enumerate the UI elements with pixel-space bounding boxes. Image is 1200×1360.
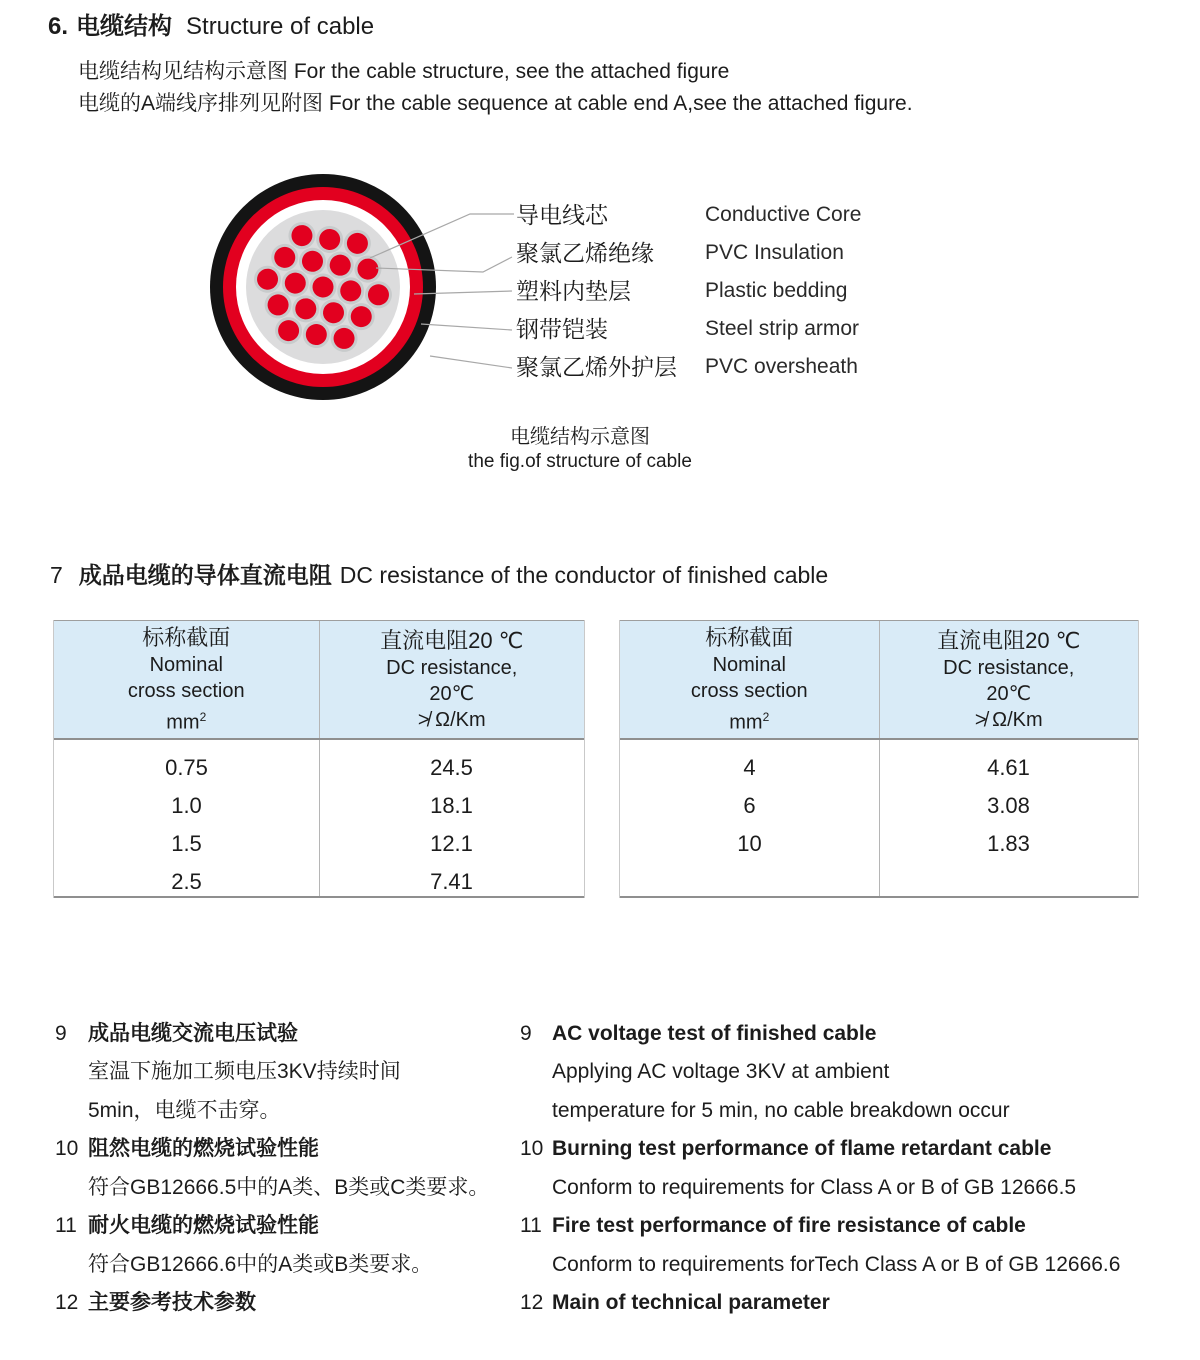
column-divider [319, 740, 320, 896]
item-10-en-heading: 10 Burning test performance of flame retardant cable [520, 1135, 1051, 1163]
cell-resistance: 18.1 [430, 793, 473, 818]
cell-cross-section: 2.5 [171, 869, 202, 894]
header-dc-resistance [320, 621, 585, 738]
header-nominal-cross-section [620, 621, 880, 738]
item-10-zh-line-1: 符合GB12666.5中的A类、B类或C类要求。 [88, 1176, 490, 1199]
cell-resistance: 3.08 [987, 793, 1030, 818]
header-en2: cross section [690, 679, 808, 702]
header-unit: ≯ Ω/Km [974, 708, 1043, 731]
dc-resistance-tables [53, 620, 1139, 898]
figure-caption-zh: 电缆结构示意图 [510, 426, 650, 448]
section-7-number: 7 [50, 562, 63, 588]
cell-cross-section: 0.75 [165, 755, 208, 780]
dc-resistance-table-left [53, 620, 585, 898]
figure-label-zh-plastic-bedding: 塑料内垫层 [516, 278, 631, 304]
figure-label-en-pvc-oversheath: PVC oversheath [705, 355, 858, 378]
cell-cross-section: 4 [743, 755, 756, 780]
cell-cross-section: 1.5 [171, 831, 202, 856]
header-dc-resistance [880, 621, 1139, 738]
item-number: 10 [520, 1137, 544, 1160]
item-9-en-heading: 9 AC voltage test of finished cable [520, 1020, 876, 1048]
section-7-title-en: DC resistance of the conductor of finished cable [339, 562, 829, 588]
cell-cross-section: 1.0 [171, 793, 202, 818]
item-10-zh-heading: 10 阻然电缆的燃烧试验性能 [55, 1135, 319, 1163]
section-6-number: 6. [48, 13, 69, 40]
header-en1: DC resistance, [386, 656, 518, 679]
section-6-intro-line-2: 电缆的A端线序排列见附图 For the cable sequence at cable end A,see the attached figure. [78, 92, 913, 115]
figure-label-en-plastic-bedding: Plastic bedding [705, 279, 848, 302]
section-7-title-zh: 成品电缆的导体直流电阻 [78, 562, 332, 588]
cell-resistance: 12.1 [430, 831, 473, 856]
header-zh: 直流电阻20 ℃ [380, 627, 524, 653]
figure-label-en-conductive-core: Conductive Core [705, 203, 862, 226]
section-6-intro-line-1: 电缆结构见结构示意图 For the cable structure, see the attached figure [78, 60, 730, 83]
figure-label-zh-pvc-insulation: 聚氯乙烯绝缘 [516, 240, 654, 266]
cell-resistance: 1.83 [987, 831, 1030, 856]
figure-label-zh-pvc-oversheath: 聚氯乙烯外护层 [516, 354, 677, 380]
item-11-zh-line-1: 符合GB12666.6中的A类或B类要求。 [88, 1253, 433, 1276]
figure-label-zh-steel-armor: 钢带铠装 [516, 316, 608, 342]
item-12-en-heading: 12 Main of technical parameter [520, 1289, 830, 1317]
column-divider [879, 740, 880, 896]
section-6-title-en: Structure of cable [186, 13, 375, 40]
section-6-heading [48, 12, 374, 42]
cell-cross-section: 10 [737, 831, 762, 856]
item-9-zh-line-1: 室温下施加工频电压3KV持续时间 [88, 1060, 401, 1083]
figure-caption-en: the fig.of structure of cable [468, 451, 692, 472]
item-number: 12 [520, 1291, 544, 1314]
header-en2: 20℃ [429, 682, 475, 705]
item-number: 9 [55, 1022, 67, 1045]
cell-cross-section: 6 [743, 793, 756, 818]
header-nominal-cross-section [54, 621, 320, 738]
item-9-en-line-2: temperature for 5 min, no cable breakdown occur [552, 1099, 1010, 1122]
cell-resistance: 7.41 [430, 869, 473, 894]
table-body [54, 740, 584, 898]
cell-resistance: 24.5 [430, 755, 473, 780]
figure-label-en-steel-armor: Steel strip armor [705, 317, 860, 340]
table-header [620, 620, 1138, 740]
figure-caption [430, 424, 730, 474]
item-number: 10 [55, 1137, 79, 1160]
item-number: 9 [520, 1022, 532, 1045]
item-10-en-line-1: Conform to requirements for Class A or B of GB 12666.5 [552, 1176, 1077, 1199]
item-number: 11 [55, 1214, 77, 1237]
item-11-en-heading: 11 Fire test performance of fire resistance of cable [520, 1212, 1026, 1240]
header-en1: DC resistance, [943, 656, 1075, 679]
section-7-heading [50, 560, 828, 590]
table-header [54, 620, 584, 740]
item-12-zh-heading: 12 主要参考技术参数 [55, 1289, 256, 1317]
header-zh: 标称截面 [142, 624, 231, 650]
figure-label-zh-conductive-core: 导电线芯 [516, 202, 608, 228]
item-number: 11 [520, 1214, 542, 1237]
cell-resistance: 4.61 [987, 755, 1030, 780]
header-unit: ≯ Ω/Km [417, 708, 486, 731]
figure-label-en-pvc-insulation: PVC Insulation [705, 241, 844, 264]
header-unit: $mm^2$ [729, 709, 770, 734]
header-zh: 标称截面 [705, 624, 794, 650]
item-11-en-line-1: Conform to requirements forTech Class A or B of GB 12666.6 [552, 1253, 1121, 1276]
item-9-zh-heading: 9 成品电缆交流电压试验 [55, 1020, 298, 1048]
section-6-title-zh: 电缆结构 [76, 13, 173, 40]
dc-resistance-table-right [619, 620, 1139, 898]
item-number: 12 [55, 1291, 79, 1314]
header-unit: $mm^2$ [166, 709, 207, 734]
item-11-zh-heading: 11 耐火电缆的燃烧试验性能 [55, 1212, 319, 1240]
header-en1: Nominal [712, 653, 786, 676]
header-zh: 直流电阻20 ℃ [937, 627, 1081, 653]
cable-cross-section-diagram [190, 160, 520, 420]
header-en2: cross section [127, 679, 245, 702]
item-9-en-line-1: Applying AC voltage 3KV at ambient [552, 1060, 890, 1083]
table-body [620, 740, 1138, 898]
header-en1: Nominal [149, 653, 223, 676]
header-en2: 20℃ [986, 682, 1032, 705]
item-9-zh-line-2: 5min，电缆不击穿。 [88, 1099, 281, 1122]
